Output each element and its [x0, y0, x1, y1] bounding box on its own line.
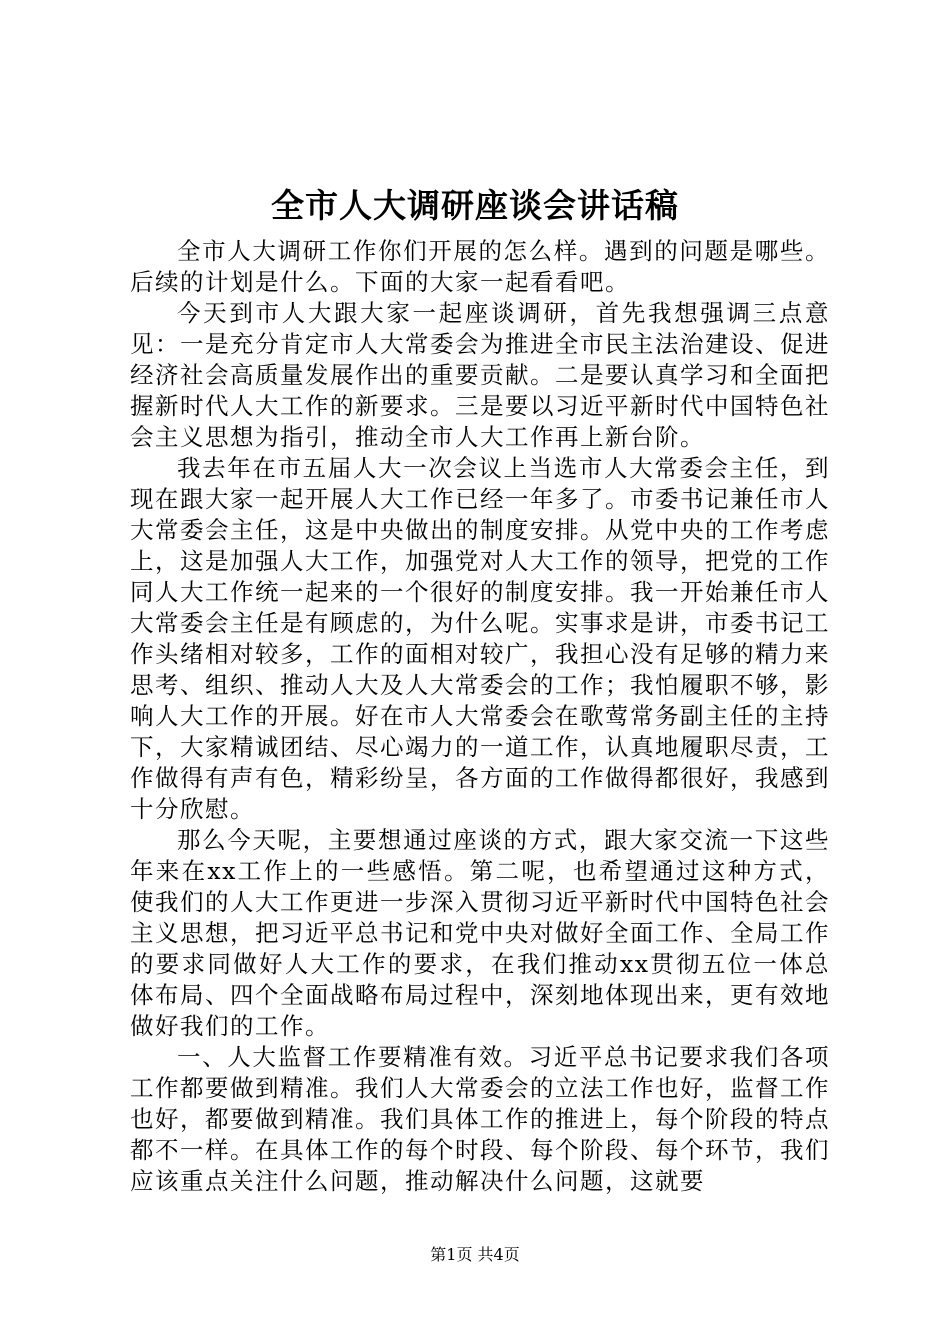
document-body	[130, 236, 830, 1197]
page-number-footer: 第1页 共4页	[430, 1245, 520, 1264]
paragraph-background: 我去年在市五届人大一次会议上当选市人大常委会主任，到现在跟大家一起开展人大工作已经一年多了。市委书记兼任市人大常委会主任，这是中央做出的制度安排。从党中央的工作考虑上，这是加强人大工作，加强党对人大工作的领导，把党的工作同人大工作统一起来的一个很好的制度安排。我一开始兼任市人大常委会主任是有顾虑的，为什么呢。实事求是讲，市委书记工作头绪相对较多，工作的面相对较广，我担心没有足够的精力来思考、组织、推动人大及人大常委会的工作；我怕履职不够，影响人大工作的开展。好在市人大常委会在歌莺常务副主任的主持下，大家精诚团结、尽心竭力的一道工作，认真地履职尽责，工作做得有声有色，精彩纷呈，各方面的工作做得都很好，我感到十分欣慰。	[130, 454, 830, 823]
paragraph-purpose: 那么今天呢，主要想通过座谈的方式，跟大家交流一下这些年来在xx工作上的一些感悟。第二呢，也希望通过这种方式，使我们的人大工作更进一步深入贯彻习近平新时代中国特色社会主义思想，把习近平总书记和党中央对做好全面工作、全局工作的要求同做好人大工作的要求，在我们推动xx贯彻五位一体总体布局、四个全面战略布局过程中，深刻地体现出来，更有效地做好我们的工作。	[130, 826, 830, 1040]
paragraph-three-points: 今天到市人大跟大家一起座谈调研，首先我想强调三点意见：一是充分肯定市人大常委会为推进全市民主法治建设、促进经济社会高质量发展作出的重要贡献。二是要认真学习和全面把握新时代人大工作的新要求。三是要以习近平新时代中国特色社会主义思想为指引，推动全市人大工作再上新台阶。	[130, 299, 830, 451]
paragraph-section-one: 一、人大监督工作要精准有效。习近平总书记要求我们各项工作都要做到精准。我们人大常委会的立法工作也好，监督工作也好，都要做到精准。我们具体工作的推进上，每个阶段的特点都不一样。在具体工作的每个时段、每个阶段、每个环节，我们应该重点关注什么问题，推动解决什么问题，这就要	[130, 1043, 830, 1195]
document-title: 全市人大调研座谈会讲话稿	[271, 186, 679, 225]
paragraph-intro: 全市人大调研工作你们开展的怎么样。遇到的问题是哪些。后续的计划是什么。下面的大家一起看看吧。	[130, 237, 830, 296]
